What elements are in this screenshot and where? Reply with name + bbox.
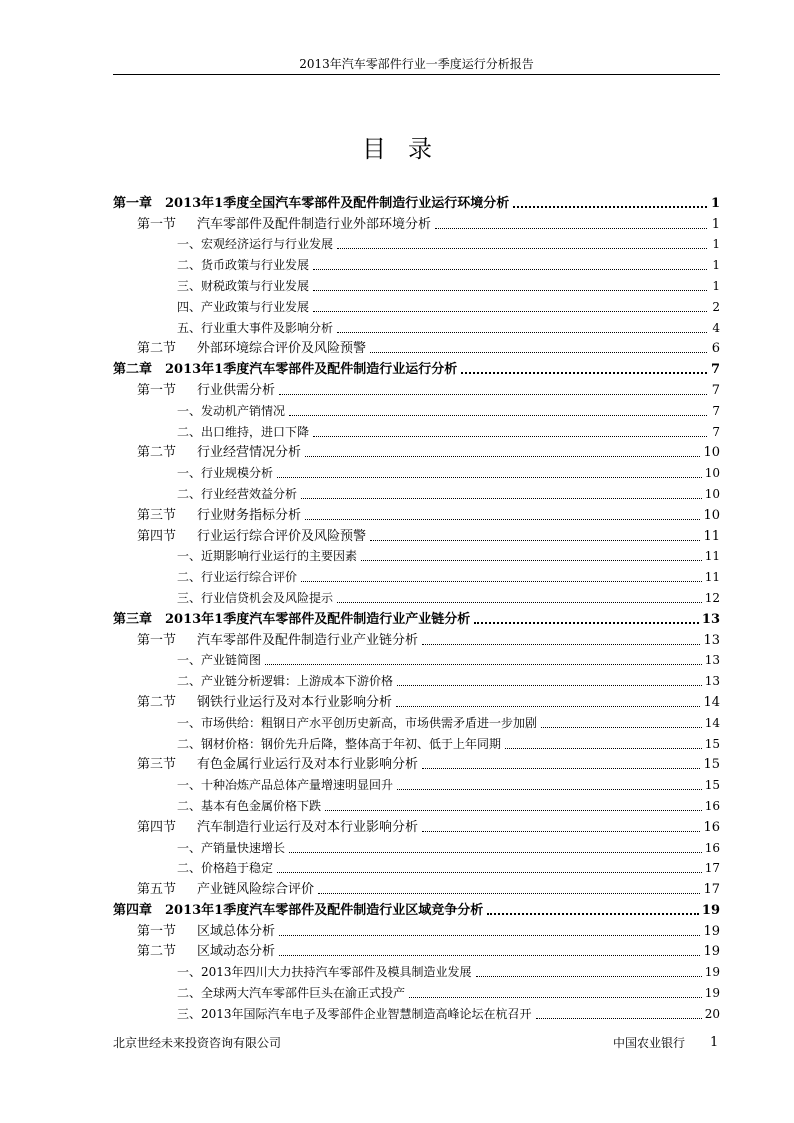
toc-entry-number: 第二节: [137, 944, 177, 960]
dot-leader: [461, 372, 707, 374]
toc-subsection-entry[interactable]: [113, 419, 720, 440]
toc-entry-text: 行业供需分析: [197, 382, 276, 398]
toc-entry-text: 行业运行综合评价及风险预警: [197, 528, 367, 544]
toc-entry-text: 一、近期影响行业运行的主要因素: [177, 549, 358, 564]
toc-entry-label: [177, 737, 503, 752]
toc-entry-number: 第二章: [113, 362, 153, 378]
toc-entry-text: 2013年1季度汽车零部件及配件制造行业运行分析: [165, 362, 458, 378]
toc-subsection-entry[interactable]: [113, 481, 720, 502]
toc-entry-page: 15: [704, 736, 720, 751]
toc-entry-text: 二、基本有色金属价格下跌: [177, 798, 322, 813]
toc-entry-text: 三、财税政策与行业发展: [177, 278, 310, 293]
toc-subsection-entry[interactable]: [113, 315, 720, 336]
dot-leader: [265, 664, 702, 665]
toc-entry-page: 11: [703, 528, 720, 544]
toc-entry-text: 2013年1季度汽车零部件及配件制造行业产业链分析: [165, 611, 471, 627]
toc-entry-text: 二、价格趋于稳定: [177, 861, 274, 876]
toc-entry-label: [137, 882, 316, 897]
toc-subsection-entry[interactable]: [113, 460, 720, 481]
toc-entry-page: 1: [712, 258, 720, 273]
toc-entry-label: [177, 591, 335, 606]
dot-leader: [301, 498, 702, 499]
toc-entry-label: [137, 924, 277, 939]
toc-entry-page: 7: [710, 362, 720, 378]
toc-entry-label: [177, 237, 335, 252]
toc-entry-label: [113, 362, 459, 377]
toc-entry-text: 一、产销量快速增长: [177, 840, 286, 855]
dot-leader: [476, 976, 702, 977]
toc-entry-label: [137, 508, 303, 523]
header-rule: [113, 74, 720, 75]
toc-subsection-entry[interactable]: [113, 835, 720, 856]
toc-section-entry[interactable]: [113, 814, 720, 835]
dot-leader: [474, 622, 699, 624]
toc-section-entry[interactable]: [113, 939, 720, 960]
toc-entry-label: [137, 695, 394, 710]
toc-entry-text: 二、出口维持，进口下降: [177, 424, 310, 439]
toc-entry-text: 一、发动机产销情况: [177, 403, 286, 418]
dot-leader: [536, 1018, 702, 1019]
toc-subsection-entry[interactable]: [113, 731, 720, 752]
toc-entry-text: 三、行业信贷机会及风险提示: [177, 590, 334, 605]
toc-entry-number: 第三节: [137, 507, 177, 523]
toc-section-entry[interactable]: [113, 918, 720, 939]
toc-section-entry[interactable]: [113, 502, 720, 523]
toc-subsection-entry[interactable]: [113, 544, 720, 565]
toc-chapter-entry[interactable]: [113, 897, 720, 918]
dot-leader: [279, 955, 700, 956]
dot-leader: [277, 872, 702, 873]
toc-entry-text: 二、产业链分析逻辑：上游成本下游价格: [177, 674, 394, 689]
toc-entry-page: 1: [710, 195, 720, 211]
toc-entry-text: 区域动态分析: [197, 944, 276, 960]
dot-leader: [337, 602, 702, 603]
dot-leader: [541, 727, 702, 728]
toc-entry-label: [137, 341, 368, 356]
toc-entry-page: 13: [703, 632, 720, 648]
toc-subsection-entry[interactable]: [113, 1001, 720, 1022]
dot-leader: [397, 789, 702, 790]
toc-chapter-entry[interactable]: [113, 356, 720, 377]
dot-leader: [313, 269, 707, 270]
toc-subsection-entry[interactable]: [113, 564, 720, 585]
toc-entry-number: 第二节: [137, 445, 177, 461]
toc-entry-label: [137, 820, 420, 835]
toc-entry-number: 第四节: [137, 819, 177, 835]
toc-entry-text: 一、市场供给：粗钢日产水平创历史新高，市场供需矛盾进一步加剧: [177, 715, 538, 730]
toc-entry-label: [113, 196, 511, 211]
toc-entry-label: [177, 570, 299, 585]
dot-leader: [301, 581, 702, 582]
toc-entry-page: 14: [703, 694, 720, 710]
toc-entry-page: 16: [703, 819, 720, 835]
toc-entry-number: 第四章: [113, 902, 153, 918]
dot-leader: [361, 560, 702, 561]
toc-entry-page: 10: [704, 466, 720, 481]
toc-entry-number: 第一章: [113, 195, 153, 211]
toc-section-entry[interactable]: [113, 336, 720, 357]
toc-entry-number: 第三章: [113, 611, 153, 627]
toc-entry-label: [177, 778, 395, 793]
toc-entry-page: 7: [712, 403, 720, 418]
toc-entry-page: 7: [712, 424, 720, 439]
toc-entry-number: 第三节: [137, 757, 177, 773]
toc-entry-page: 10: [703, 445, 720, 461]
toc-subsection-entry[interactable]: [113, 793, 720, 814]
toc-subsection-entry[interactable]: [113, 294, 720, 315]
toc-entry-label: [177, 321, 335, 336]
toc-entry-label: [137, 217, 433, 232]
dot-leader: [422, 768, 700, 769]
footer-bank: 中国农业银行: [613, 1036, 686, 1050]
toc-entry-text: 一、产业链简图: [177, 653, 262, 668]
toc-entry-label: [137, 944, 277, 959]
toc-entry-page: 13: [704, 674, 720, 689]
dot-leader: [422, 831, 700, 832]
toc-entry-page: 10: [703, 507, 720, 523]
toc-entry-text: 2013年1季度汽车零部件及配件制造行业区域竞争分析: [165, 902, 484, 918]
toc-entry-page: 13: [704, 653, 720, 668]
toc-entry-page: 7: [711, 382, 720, 398]
toc-entry-page: 19: [701, 902, 720, 918]
toc-entry-page: 6: [711, 341, 720, 357]
toc-entry-text: 二、全球两大汽车零部件巨头在渝正式投产: [177, 986, 406, 1001]
toc-entry-number: 第一节: [137, 216, 177, 232]
dot-leader: [422, 644, 700, 645]
toc-entry-number: 第二节: [137, 341, 177, 357]
toc-entry-label: [113, 903, 485, 918]
toc-entry-page: 19: [703, 944, 720, 960]
toc-entry-text: 四、产业政策与行业发展: [177, 299, 310, 314]
toc-entry-label: [177, 425, 311, 440]
toc-entry-page: 19: [704, 986, 720, 1001]
toc-entry-label: [137, 529, 368, 544]
toc-entry-text: 产业链风险综合评价: [197, 882, 315, 898]
toc-entry-page: 15: [703, 757, 720, 773]
dot-leader: [435, 228, 707, 229]
dot-leader: [313, 436, 707, 437]
toc-entry-label: [137, 445, 303, 460]
table-of-contents: [113, 190, 720, 1022]
page-number: 1: [710, 1035, 719, 1050]
toc-entry-text: 五、行业重大事件及影响分析: [177, 320, 334, 335]
toc-entry-text: 钢铁行业运行及对本行业影响分析: [197, 694, 393, 710]
toc-entry-text: 汽车零部件及配件制造行业产业链分析: [197, 632, 419, 648]
toc-section-entry[interactable]: [113, 440, 720, 461]
toc-section-entry[interactable]: [113, 752, 720, 773]
toc-entry-label: [177, 1007, 534, 1022]
dot-leader: [513, 206, 707, 208]
toc-subsection-entry[interactable]: [113, 232, 720, 253]
toc-entry-label: [177, 986, 407, 1001]
toc-entry-label: [177, 487, 299, 502]
toc-entry-text: 一、十种冶炼产品总体产量增速明显回升: [177, 778, 394, 793]
dot-leader: [289, 415, 707, 416]
toc-section-entry[interactable]: [113, 627, 720, 648]
dot-leader: [289, 852, 702, 853]
toc-entry-page: 2: [712, 299, 720, 314]
footer-company: 北京世经未来投资咨询有限公司: [113, 1036, 282, 1050]
toc-entry-page: 17: [704, 861, 720, 876]
toc-subsection-entry[interactable]: [113, 856, 720, 877]
toc-chapter-entry[interactable]: [113, 606, 720, 627]
toc-subsection-entry[interactable]: [113, 398, 720, 419]
toc-entry-label: [137, 757, 420, 772]
toc-entry-page: 1: [711, 216, 720, 232]
toc-section-entry[interactable]: [113, 523, 720, 544]
toc-entry-label: [177, 965, 474, 980]
toc-entry-page: 10: [704, 486, 720, 501]
toc-subsection-entry[interactable]: [113, 959, 720, 980]
dot-leader: [370, 540, 700, 541]
toc-entry-label: [137, 633, 420, 648]
toc-subsection-entry[interactable]: [113, 252, 720, 273]
toc-entry-text: 二、行业经营效益分析: [177, 486, 298, 501]
toc-entry-label: [177, 466, 275, 481]
toc-entry-page: 14: [704, 715, 720, 730]
toc-entry-page: 1: [712, 237, 720, 252]
toc-entry-text: 一、2013年四川大力扶持汽车零部件及模具制造业发展: [177, 965, 472, 980]
toc-entry-text: 二、钢材价格：钢价先升后降，整体高于年初、低于上年同期: [177, 736, 502, 751]
dot-leader: [313, 290, 707, 291]
toc-entry-label: [177, 279, 311, 294]
toc-entry-page: 19: [703, 923, 720, 939]
toc-entry-page: 17: [703, 882, 720, 898]
toc-entry-page: 16: [704, 840, 720, 855]
toc-entry-page: 19: [704, 965, 720, 980]
toc-entry-text: 二、货币政策与行业发展: [177, 258, 310, 273]
dot-leader: [337, 248, 707, 249]
dot-leader: [279, 935, 700, 936]
toc-entry-page: 12: [704, 590, 720, 605]
dot-leader: [279, 394, 707, 395]
dot-leader: [325, 810, 702, 811]
toc-section-entry[interactable]: [113, 377, 720, 398]
dot-leader: [370, 352, 707, 353]
toc-entry-label: [177, 653, 263, 668]
toc-entry-text: 行业财务指标分析: [197, 507, 302, 523]
toc-entry-text: 二、行业运行综合评价: [177, 570, 298, 585]
toc-entry-text: 外部环境综合评价及风险预警: [197, 341, 367, 357]
dot-leader: [409, 997, 702, 998]
dot-leader: [396, 706, 700, 707]
toc-entry-number: 第一节: [137, 923, 177, 939]
dot-leader: [313, 311, 707, 312]
dot-leader: [337, 332, 707, 333]
toc-entry-label: [177, 841, 287, 856]
toc-entry-number: 第一节: [137, 632, 177, 648]
dot-leader: [397, 685, 702, 686]
toc-entry-text: 行业经营情况分析: [197, 445, 302, 461]
toc-entry-text: 区域总体分析: [197, 923, 276, 939]
toc-subsection-entry[interactable]: [113, 980, 720, 1001]
toc-entry-label: [177, 674, 395, 689]
toc-entry-number: 第二节: [137, 694, 177, 710]
toc-entry-label: [177, 404, 287, 419]
dot-leader: [318, 893, 700, 894]
toc-title: 目录: [362, 135, 454, 163]
toc-entry-text: 汽车零部件及配件制造行业外部环境分析: [197, 216, 432, 232]
toc-section-entry[interactable]: [113, 211, 720, 232]
toc-section-entry[interactable]: [113, 876, 720, 897]
toc-entry-text: 汽车制造行业运行及对本行业影响分析: [197, 819, 419, 835]
toc-subsection-entry[interactable]: [113, 710, 720, 731]
dot-leader: [305, 456, 700, 457]
toc-entry-page: 13: [701, 611, 720, 627]
toc-entry-label: [177, 861, 275, 876]
toc-entry-text: 一、宏观经济运行与行业发展: [177, 237, 334, 252]
dot-leader: [277, 477, 702, 478]
toc-entry-label: [177, 258, 311, 273]
toc-subsection-entry[interactable]: [113, 273, 720, 294]
toc-entry-text: 有色金属行业运行及对本行业影响分析: [197, 757, 419, 773]
toc-entry-number: 第一节: [137, 382, 177, 398]
toc-subsection-entry[interactable]: [113, 585, 720, 606]
toc-entry-number: 第四节: [137, 528, 177, 544]
toc-entry-text: 2013年1季度全国汽车零部件及配件制造行业运行环境分析: [165, 195, 510, 211]
toc-subsection-entry[interactable]: [113, 772, 720, 793]
dot-leader: [487, 913, 699, 915]
toc-entry-label: [113, 612, 472, 627]
toc-entry-label: [177, 549, 359, 564]
toc-subsection-entry[interactable]: [113, 648, 720, 669]
toc-entry-label: [177, 716, 539, 731]
toc-entry-page: 11: [704, 549, 720, 564]
toc-section-entry[interactable]: [113, 689, 720, 710]
toc-entry-page: 15: [704, 778, 720, 793]
toc-entry-number: 第五节: [137, 882, 177, 898]
toc-entry-text: 三、2013年国际汽车电子及零部件企业智慧制造高峰论坛在杭召开: [177, 1006, 532, 1021]
toc-chapter-entry[interactable]: [113, 190, 720, 211]
running-header: 2013年汽车零部件行业一季度运行分析报告: [299, 57, 534, 71]
toc-entry-page: 20: [704, 1006, 720, 1021]
toc-entry-label: [137, 383, 277, 398]
toc-entry-text: 一、行业规模分析: [177, 466, 274, 481]
dot-leader: [305, 519, 700, 520]
toc-entry-page: 1: [712, 278, 720, 293]
toc-entry-label: [177, 799, 323, 814]
toc-entry-page: 4: [712, 320, 720, 335]
toc-entry-page: 11: [704, 570, 720, 585]
dot-leader: [505, 748, 702, 749]
toc-entry-page: 16: [704, 798, 720, 813]
toc-entry-label: [177, 300, 311, 315]
toc-subsection-entry[interactable]: [113, 668, 720, 689]
